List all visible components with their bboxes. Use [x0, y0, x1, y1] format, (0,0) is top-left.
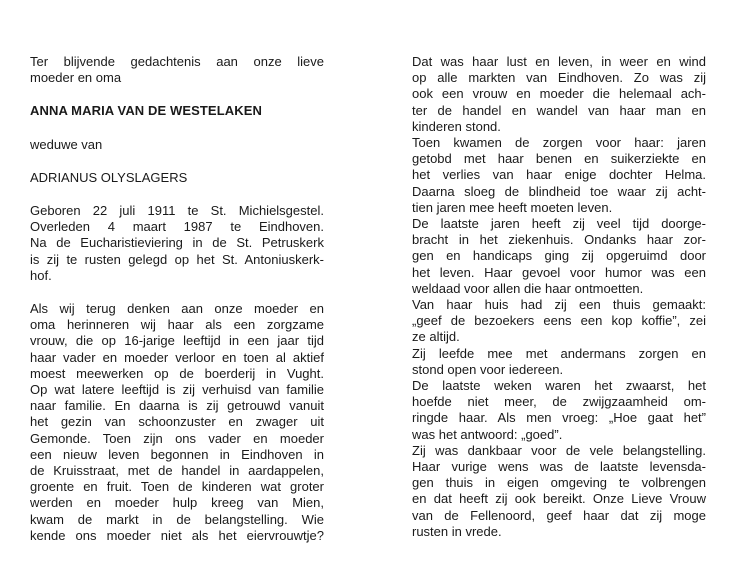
tribute-line: tien jaren mee heeft moeten leven. — [412, 199, 613, 215]
memory-line: naar familie. En daarna is zij getrouwd vanuit — [30, 398, 324, 414]
tribute-line: en dat heeft zij ook bereikt. Onze Lieve Vrouw — [412, 491, 706, 507]
opening-line: Ter blijvende gedachtenis aan onze lieve — [30, 54, 324, 69]
spouse-name: ADRIANUS OLYSLAGERS — [30, 169, 188, 185]
tribute-line: rusten in vrede. — [412, 523, 502, 539]
tribute-line: was het antwoord: „goed”. — [412, 426, 563, 442]
memory-line: Op wat latere leeftijd is zij verhuisd van familie — [30, 382, 324, 398]
life-detail-line: Overleden 4 maart 1987 te Eindhoven. — [30, 219, 324, 235]
memory-line: vrouw, die op 16-jarige leeftijd in een jaar tijd — [30, 333, 324, 349]
memory-line: kende ons moeder niet als het eiervrouwtje? — [30, 527, 324, 543]
tribute-line: van de Fellenoord, geef haar dat zij moge — [412, 507, 706, 523]
opening-line: moeder en oma — [30, 70, 122, 86]
tribute-line: Toen kwamen de zorgen voor haar: jaren — [412, 135, 706, 151]
memory-line: haar vader en moeder verloor en toen al aktief — [30, 349, 324, 365]
memory-line: Gemonde. Toen zijn ons vader en moeder — [30, 430, 324, 446]
tribute-line: ter de handel en wandel van haar man en — [412, 102, 706, 118]
memory-line: Als wij terug denken aan onze moeder en — [30, 301, 324, 317]
tribute-line: het verlies van haar enige dochter Helma. — [412, 167, 706, 183]
deceased-name: ANNA MARIA VAN DE WESTELAKEN — [30, 103, 262, 119]
tribute-line: ook een vrouw en moeder die helemaal ach- — [412, 86, 706, 102]
memory-line: kwam de markt in de belangstelling. Wie — [30, 511, 324, 527]
tribute-line: Zij was dankbaar voor de vele belangstelling. — [412, 442, 706, 458]
tribute-line: Haar vurige wens was de laatste levensda- — [412, 459, 706, 475]
memory-line: oma herinneren wij haar als een zorgzame — [30, 317, 324, 333]
left-column — [30, 54, 324, 544]
tribute-line: ze altijd. — [412, 329, 460, 345]
tribute-line: op alle markten van Eindhoven. Zo was zij — [412, 70, 706, 86]
tribute-line: stond open voor iedereen. — [412, 361, 564, 377]
tribute-line: getobd met haar benen en suikerziekte en — [412, 151, 706, 167]
memory-line: moest meewerken op de boerderij in Vught. — [30, 365, 324, 381]
memory-line: een nieuw leven begonnen in Eindhoven in — [30, 446, 324, 462]
life-detail-line: Na de Eucharistieviering in de St. Petruskerk — [30, 235, 324, 251]
tribute-line: De laatste weken waren het zwaarst, het — [412, 378, 706, 394]
tribute-line: hoefde niet meer, de zwijgzaamheid om- — [412, 394, 706, 410]
life-detail-line: is zij te rusten gelegd op het St. Antoniuskerk- — [30, 251, 324, 267]
tribute-line: „geef de bezoekers eens een kop koffie”, zei — [412, 313, 706, 329]
memory-line: werden en moeder hulp kreeg van Mien, — [30, 495, 324, 511]
tribute-line: bracht in het ziekenhuis. Ondanks haar zor- — [412, 232, 706, 248]
tribute-line: het leven. Haar gevoel voor humor was een — [412, 264, 706, 280]
tribute-line: weldaad voor allen die haar ontmoetten. — [412, 280, 644, 296]
tribute-line: kinderen stond. — [412, 118, 501, 134]
memory-line: groente en fruit. Toen de kinderen wat groter — [30, 479, 324, 495]
widow-of-label: weduwe van — [30, 136, 103, 152]
memory-line: de Kruisstraat, met de handel in aardappelen, — [30, 463, 324, 479]
right-column — [412, 54, 706, 540]
tribute-line: gen thuis in eigen omgeving te volbrengen — [412, 475, 706, 491]
tribute-line: Daarna sloeg de blindheid toe waar zij acht- — [412, 183, 706, 199]
life-detail-line: hof. — [30, 267, 52, 283]
tribute-line: Dat was haar lust en leven, in weer en wind — [412, 54, 706, 69]
memory-line: het gezin van schoonzuster en zwager uit — [30, 414, 324, 430]
tribute-line: Zij leefde mee met andermans zorgen en — [412, 345, 706, 361]
life-detail-line: Geboren 22 juli 1911 te St. Michielsgestel. — [30, 203, 324, 219]
tribute-line: De laatste jaren heeft zij veel tijd doorge- — [412, 216, 706, 232]
tribute-line: Van haar huis had zij een thuis gemaakt: — [412, 297, 706, 313]
tribute-line: ringde haar. Als men vroeg: „Hoe gaat het” — [412, 410, 706, 426]
tribute-line: gen en handicaps ging zij opgeruimd door — [412, 248, 706, 264]
